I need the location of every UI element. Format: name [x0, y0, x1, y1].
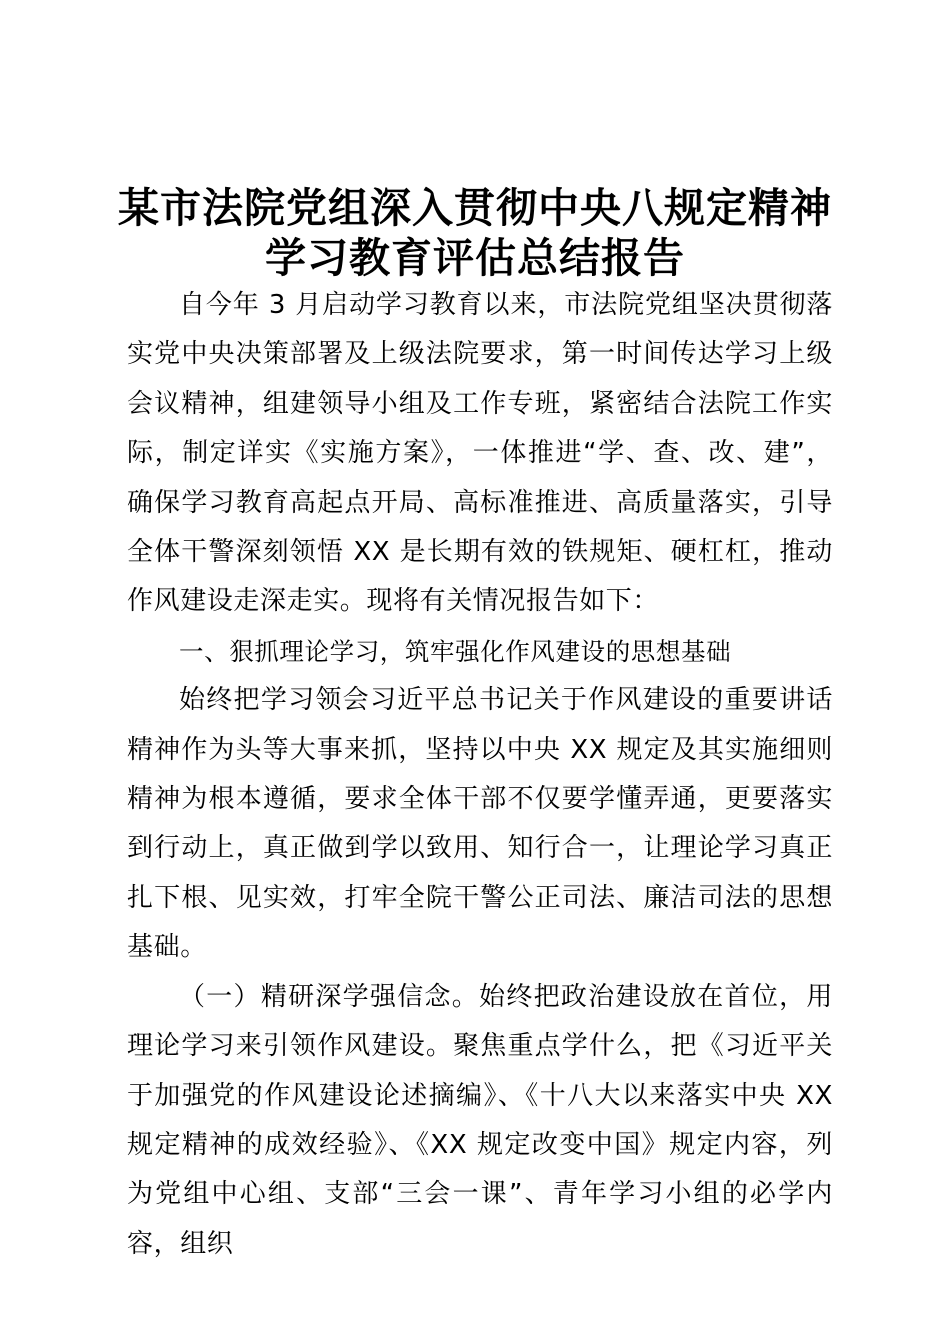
document-title-line-2: 学习教育评估总结报告: [265, 234, 685, 282]
document-body: [127, 281, 833, 1269]
section-1-paragraph: 始终把学习领会习近平总书记关于作风建设的重要讲话精神作为头等大事来抓，坚持以中央 XX 规定及其实施细则精神为根本遵循，要求全体干部不仅要学懂弄通，更要落实到行动上，真正做到学以致用、知行合一，让理论学习真正扎下根、见实效，打牢全院干警公正司法、廉洁司法的思想基础。: [127, 685, 833, 963]
document-title-line-1: 某市法院党组深入贯彻中央八规定精神: [118, 184, 832, 232]
section-heading-1: 一、狠抓理论学习，筑牢强化作风建设的思想基础: [179, 636, 732, 666]
subsection-1-paragraph: （一）精研深学强信念。始终把政治建设放在首位，用理论学习来引领作风建设。聚焦重点学什么，把《习近平关于加强党的作风建设论述摘编》、《十八大以来落实中央 XX 规定精神的成效经验》、《XX 规定改变中国》规定内容，列为党组中心组、支部“三会一课”、青年学习小组的必学内容，组织: [127, 981, 833, 1259]
intro-paragraph: 自今年 3 月启动学习教育以来，市法院党组坚决贯彻落实党中央决策部署及上级法院要求，第一时间传达学习上级会议精神，组建领导小组及工作专班，紧密结合法院工作实际，制定详实《实施方案》，一体推进“学、查、改、建”，确保学习教育高起点开局、高标准推进、高质量落实，引导全体干警深刻领悟 XX 是长期有效的铁规矩、硬杠杠，推动作风建设走深走实。现将有关情况报告如下：: [127, 290, 833, 617]
